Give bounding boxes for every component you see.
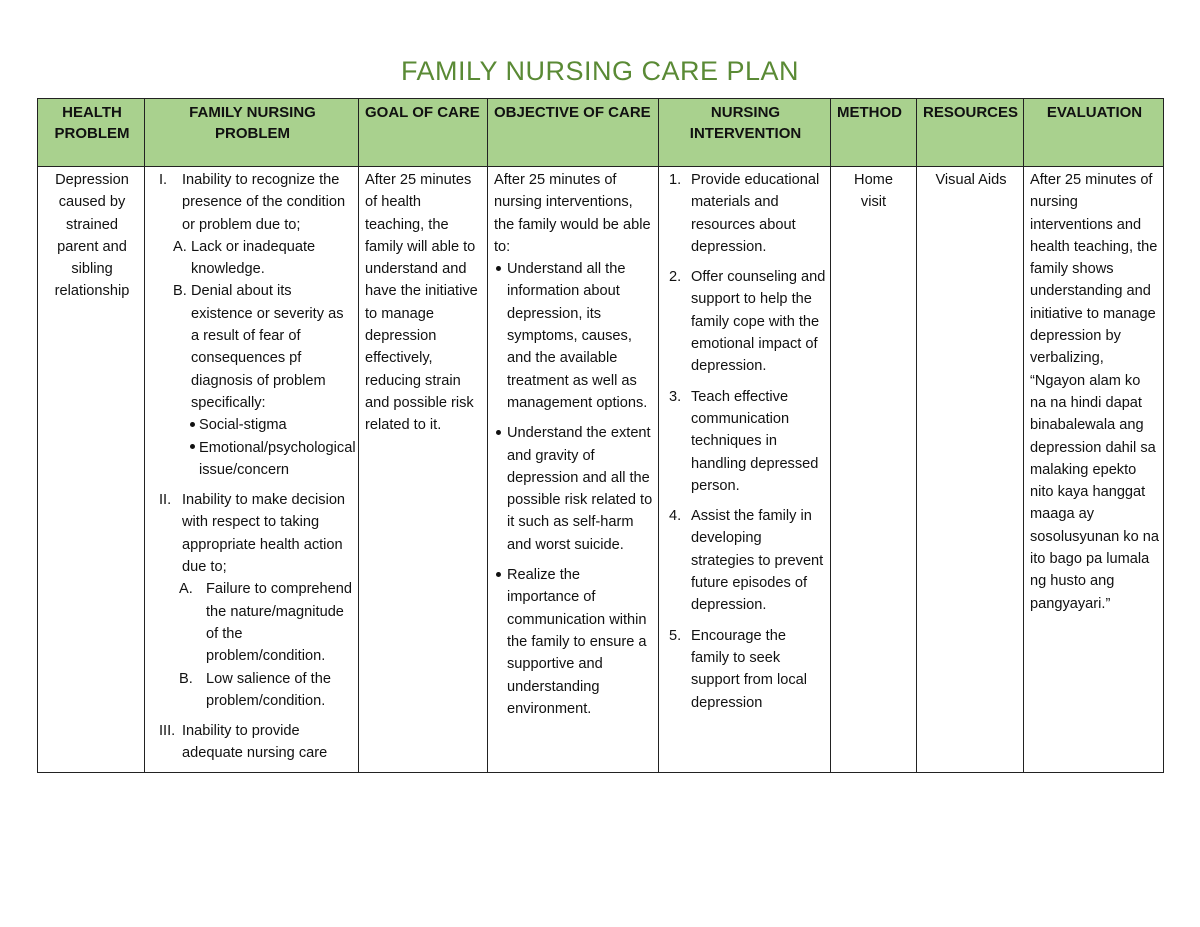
care-plan-table (37, 98, 1164, 773)
problem-bullet: Social-stigma (159, 414, 354, 436)
bullet-icon (496, 572, 501, 577)
intervention-item: 2. Offer counseling and support to help the family cope with the emotional impact of depression. (669, 269, 826, 375)
objective-bullet: Understand all the information about depression, its symptoms, causes, and the available treatment as well as management options. (494, 258, 654, 414)
goal-of-care-cell: After 25 minutes of health teaching, the family will able to understand and have the initiative to manage depression effectively, reducing strain and possible risk related to it. (359, 167, 488, 773)
problem-subitem-b: B. Low salience of the problem/condition. (179, 670, 331, 709)
objective-of-care-cell (488, 167, 659, 773)
objective-bullet: Realize the importance of communication within the family to ensure a supportive and understanding environment. (494, 564, 654, 720)
table-row (38, 167, 1164, 773)
objective-intro: After 25 minutes of nursing interventions, the family would be able to: (494, 172, 651, 255)
header-goal-of-care: GOAL OF CARE (359, 99, 488, 167)
problem-bullet: Emotional/psychological issue/concern (159, 437, 354, 482)
header-nursing-intervention: NURSING INTERVENTION (659, 99, 831, 167)
problem-item-iii: III. Inability to provide adequate nursing care (159, 723, 328, 762)
intervention-item: 1. Provide educational materials and resources about depression. (669, 172, 820, 255)
header-family-nursing-problem: FAMILY NURSING PROBLEM (145, 99, 359, 167)
intervention-item: 3. Teach effective communication techniques in handling depressed person. (669, 388, 819, 494)
bullet-icon (190, 444, 195, 449)
problem-item-ii: II. Inability to make decision with respect to taking appropriate health action due to; (159, 492, 346, 576)
problem-item-i: I. Inability to recognize the presence of the condition or problem due to; (159, 172, 346, 233)
bullet-icon (496, 430, 501, 435)
bullet-icon (496, 266, 501, 271)
intervention-item: 4. Assist the family in developing strategies to prevent future episodes of depression. (669, 508, 824, 614)
nursing-intervention-cell (659, 167, 831, 773)
family-nursing-problem-cell (145, 167, 359, 773)
page-title: FAMILY NURSING CARE PLAN (400, 56, 800, 86)
problem-subitem-b: B. Denial about its existence or severity as a result of fear of consequences pf diagnosis of problem specifically: (173, 283, 344, 411)
bullet-icon (190, 422, 195, 427)
header-health-problem: HEALTH PROBLEM (38, 99, 145, 167)
intervention-item: 5. Encourage the family to seek support from local depression (669, 627, 807, 711)
objective-bullet: Understand the extent and gravity of depression and all the possible risk related to it such as self-harm and worst suicide. (494, 422, 654, 556)
evaluation-cell: After 25 minutes of nursing interventions and health teaching, the family shows understanding and initiative to manage depression by verbalizing, “Ngayon alam ko na na hindi dapat binabalewala ang depression dahil sa malaking epekto nito kaya hanggat maaga ay sosolusyunan ko na ito bago pa lumala ng husto ang pangyayari.” (1024, 167, 1164, 773)
table-header-row (38, 99, 1164, 167)
method-cell: Home visit (831, 167, 917, 773)
problem-subitem-a: A. Failure to comprehend the nature/magnitude of the problem/condition. (179, 581, 353, 665)
header-objective-of-care: OBJECTIVE OF CARE (488, 99, 659, 167)
header-evaluation: EVALUATION (1024, 99, 1164, 167)
header-method: METHOD (831, 99, 917, 167)
problem-subitem-a: A. Lack or inadequate knowledge. (173, 238, 316, 278)
header-resources: RESOURCES (917, 99, 1024, 167)
resources-cell: Visual Aids (917, 167, 1024, 773)
health-problem-cell: Depression caused by strained parent and sibling relationship (38, 167, 145, 773)
